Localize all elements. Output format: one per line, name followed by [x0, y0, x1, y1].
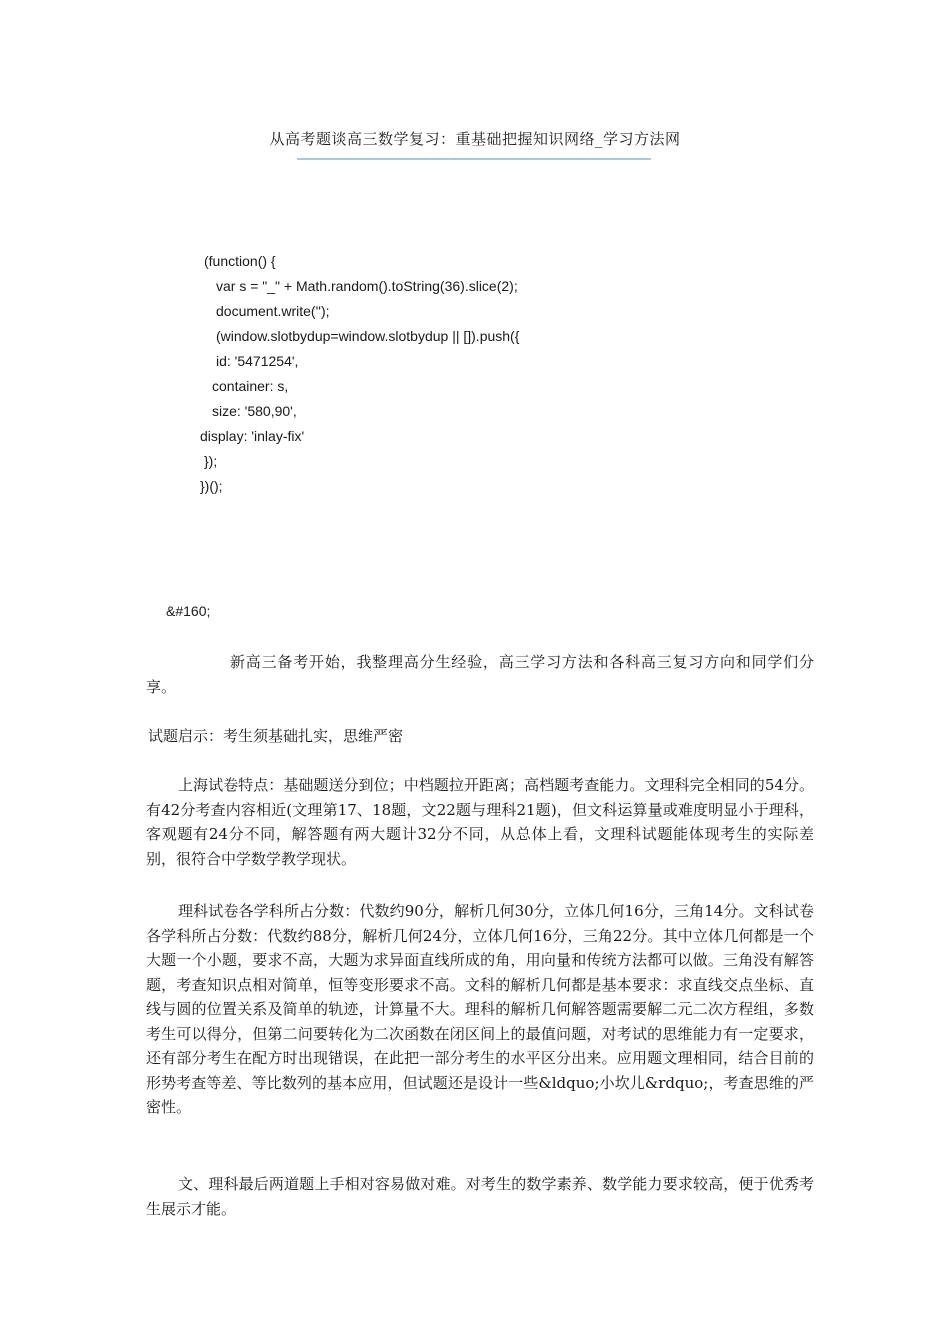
- code-line: document.write('');: [216, 303, 330, 319]
- code-line: (function() {: [204, 253, 276, 269]
- intro-paragraph: 新高三备考开始，我整理高分生经验，高三学习方法和各科高三复习方向和同学们分享。: [146, 653, 814, 696]
- html-entity-text: &#160;: [166, 603, 211, 619]
- code-line: })();: [200, 478, 223, 494]
- code-line: size: '580,90',: [212, 403, 297, 419]
- section-heading: 试题启示：考生须基础扎实，思维严密: [148, 727, 404, 745]
- code-line: container: s,: [212, 378, 289, 394]
- code-line: (window.slotbydup=window.slotbydup || []).push({: [216, 328, 520, 344]
- title-divider: ——————————————————————————————————————————: [296, 151, 651, 167]
- paragraph-final-questions: 文、理科最后两道题上手相对容易做对难。对考生的数学素养、数学能力要求较高，便于优秀考生展示才能。: [146, 1175, 814, 1218]
- code-line: var s = "_" + Math.random().toString(36).slice(2);: [216, 278, 518, 294]
- paragraph-score-distribution: 理科试卷各学科所占分数：代数约90分，解析几何30分，立体几何16分，三角14分。文科试卷各学科所占分数：代数约88分，解析几何24分，立体几何16分，三角22分。其中立体几何都是一个大题一个小题，要求不高，大题为求异面直线所成的角，用向量和传统方法都可以做。三角没有解答题，考查知识点相对简单，恒等变形要求不高。文科的解析几何都是基本要求：求直线交点坐标、直线与圆的位置关系及简单的轨迹，计算量不大。理科的解析几何解答题需要解二元二次方程组，多数考生可以得分，但第二问要转化为二次函数在闭区间上的最值问题，对考试的思维能力有一定要求，还有部分考生在配方时出现错误，在此把一部分考生的水平区分出来。应用题文理相同，结合目前的形势考查等差、等比数列的基本应用，但试题还是设计一些&ldquo;小坎儿&rdquo;，考查思维的严密性。: [146, 902, 814, 1116]
- document-title: 从高考题谈高三数学复习：重基础把握知识网络_学习方法网: [269, 130, 681, 148]
- paragraph-shanghai-features: 上海试卷特点：基础题送分到位；中档题拉开距离；高档题考查能力。文理科完全相同的54分。有42分考查内容相近(文理第17、18题，文22题与理科21题)，但文科运算量或难度明显小于理科，客观题有24分不同，解答题有两大题计32分不同，从总体上看，文理科试题能体现考生的实际差别，很符合中学数学教学现状。: [146, 776, 814, 868]
- code-line: display: 'inlay-fix': [200, 428, 305, 444]
- code-line: id: '5471254',: [216, 353, 299, 369]
- code-line: });: [204, 453, 218, 469]
